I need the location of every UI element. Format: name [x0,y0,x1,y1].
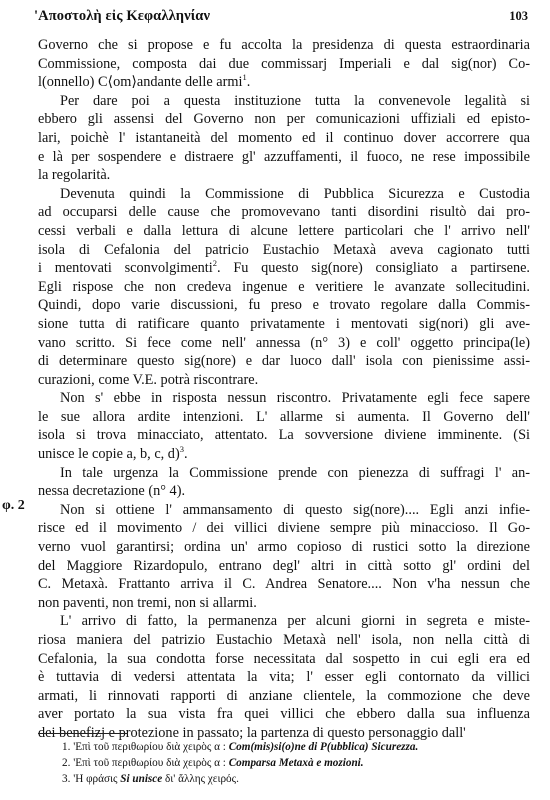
paragraph [38,185,530,390]
text-line: del Maggiore Rizardopulo, entrano degl' altri in città sotto gl' ordini del [38,557,530,574]
footnote-number: 1. [62,741,71,753]
text-line: è tuttavia di vedersi attentata la vita; l' esser egli contornato da villici [38,669,530,686]
text-line: la regolarità. [38,167,111,184]
text-line: dei benefizj e protezione in passato; la partenza di questo personaggio dall' [38,724,466,741]
footnote-text: Com(mis)si(o)ne di P(ubblica) Sicurezza. [228,741,419,753]
footnotes [62,739,532,787]
text-line: aver portato la sua vista fra quei villici che ebbero dalla sua influenza [38,706,530,723]
footnote-lead: 'Επὶ τοῦ περιθωρίου διὰ χειρὸς α : [73,741,226,753]
footnote-number: 3. [62,773,71,785]
text-line: lari, poichè l' istantaneità del momento ed il continuo dover accorrere qua [38,129,530,146]
text-line: i mentovati sconvolgimenti$^2$. Fu questo sig(nore) consigliato a partirsene. [38,258,531,277]
footnote [62,771,532,787]
text-line: armati, li rinnovati rapporti di anziane clientele, la commozione che deve [38,687,530,704]
text-line: Egli rispose che non credeva ingenue e veritiere le avanzate sollecitudini. [38,278,530,295]
text-line: cessi verbali e dalla lettura di alcune lettere particolari che l' arrivo nell' [38,222,530,239]
running-head: 'Αποστολὴ εἰς Κεφαλληνίαν [34,8,211,24]
text-line: Cefalonia, la sua condotta forse necessitata dal sospetto in cui egli era ed [38,650,530,667]
text-line: Non si ottiene l' ammansamento di questo sig(nore).... Egli anzi infie- [60,501,530,518]
footnote [62,755,532,771]
footnote-rule [38,733,128,734]
text-line: Governo che si propose e fu accolta la presidenza di questa estraordinaria [38,37,530,53]
paragraph [38,36,530,92]
text-line: curazioni, come V.E. potrà riscontrare. [38,371,259,388]
text-line: riosa maniera del patrizio Eustachio Metaxà nell' isola, non nella città di [38,632,530,648]
text-line: non paventi, non tremi, non si allarmi. [38,594,257,611]
text-line: vano scritto. Si fece come nell' annessa (n° 3) e coll' oggetto principa(le) [38,334,530,351]
text-line: l(onnello) C⟨om⟩andante delle armi$^1$. [38,72,251,91]
footnote-text: Si unisce [120,773,163,785]
margin-folio-note: φ. 2 [2,498,25,513]
text-line: unisce le copie a, b, c, d)$^3$. [38,444,188,463]
paragraph [38,464,530,501]
text-line: sione tutta di ratificare quanto privatamente i mentovati sig(nori) gli ave- [38,315,530,332]
text-line: Per dare poi a questa instituzione tutta la convenevole legalità si [60,92,530,109]
page-number: 103 [509,9,528,23]
text-line: isola si trova minacciato, attentato. La sovversione diviene imminente. (Si [38,427,530,444]
text-line: risce ed il movimento / dei villici diviene sempre più minaccioso. Il Go- [38,520,530,537]
footnote-lead: 'Επὶ τοῦ περιθωρίου διὰ χειρὸς α : [73,757,226,769]
text-line: C. Metaxà. Frattanto arriva il C. Andrea Senatore.... Non v'ha nessun che [38,576,530,593]
paragraph [38,501,530,613]
text-line: ebbero gli assensi del Governo non per comunicazioni uffiziali ed episto- [38,111,530,128]
footnote [62,739,532,755]
paragraph [38,612,530,742]
text-line: Devenuta quindi la Commissione di Pubblica Sicurezza e Custodia [60,185,530,202]
text-line: isola di Cefalonia del patricio Eustachio Metaxà aveva cagionato tutti [38,241,530,258]
footnote-lead: 'Η φράσις [73,773,118,785]
paragraph [38,92,530,185]
text-line: verno vuol garantirsi; ordina un' armo copioso di rustici sotto la direzione [38,539,530,556]
text-line: le sue allora ardite intenzioni. L' allarme si aumenta. Il Governo dell' [38,408,530,425]
text-line: Commissione, composta dai due commissarj Imperiali e dal sig(nor) Co- [38,55,530,72]
footnote-tail: δι' ἄλλης χειρός. [165,773,239,785]
footnote-text: Comparsa Metaxà e mozioni. [228,757,364,769]
text-line: nessa decretazione (n° 4). [38,483,186,500]
body-text [38,36,530,743]
text-line: ad occuparsi delle cause che promovevano tanti disordini risultò dai pro- [38,204,530,221]
text-line: di determinare questo sig(nore) e dar luoco dall' isola con pienissime assi- [38,353,530,370]
footnote-number: 2. [62,757,71,769]
text-line: In tale urgenza la Commissione prende con pienezza di suffragi l' an- [60,464,530,481]
page-header [34,8,528,28]
text-line: Quindi, dopo varie discussioni, fu preso e trovato regolare dalla Commis- [38,297,530,314]
text-line: L' arrivo di fatto, la permanenza per alcuni giorni in segreta e miste- [60,613,530,630]
text-line: e là per sospendere e distraere gl' azzuffamenti, il fuoco, ne rese impossibile [38,148,530,165]
text-line: Non s' ebbe in risposta nessun riscontro. Privatamente egli fece sapere [60,390,530,407]
paragraph [38,389,530,463]
